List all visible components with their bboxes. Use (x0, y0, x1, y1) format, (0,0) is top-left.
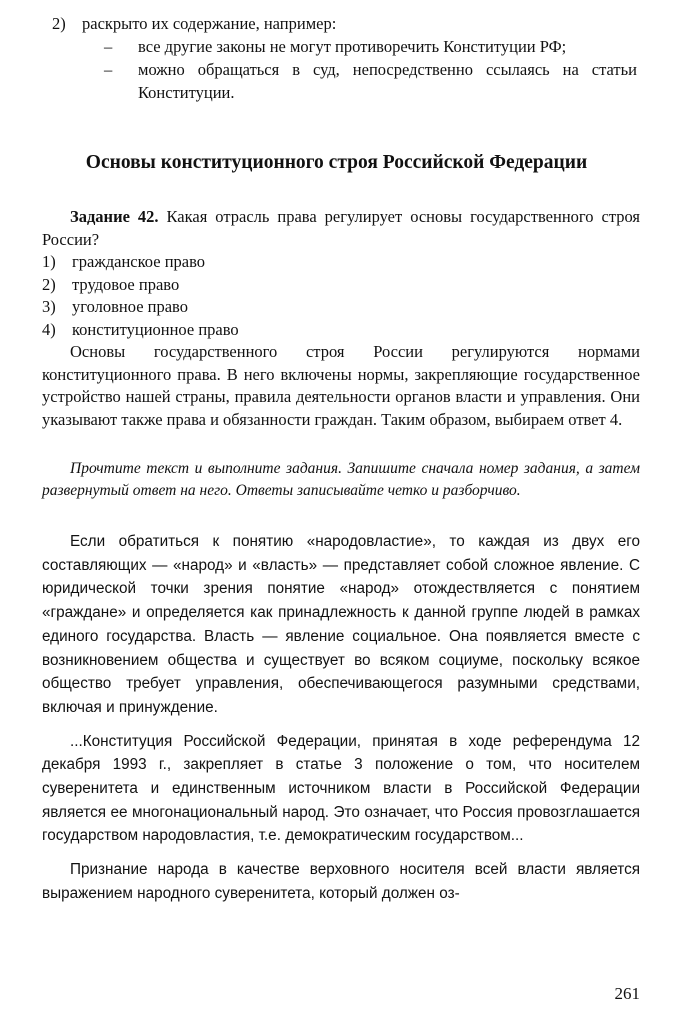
list-item (52, 12, 637, 35)
text-paragraph: Признание народа в качестве верховного носителя всей власти является выражением народного суверенитета, который должен оз- (42, 861, 640, 902)
task-question-text: Какая отрасль права регулирует основы государственного строя России? (42, 207, 641, 249)
text-paragraph: Если обратиться к понятию «народовластие», то каждая из двух его составляющих — «народ» и «власть» — представляет собой сложное явление. С юридической точки зрения понятие «народ» отождествляется с понятием «граждане» и определяется как принадлежность к данной группе людей в рамках единого государства. Власть — явление социальное. Она появляется вместе с возникновением общества и существует во всяком социуме, поскольку всякое общество требует управления, обеспечивающегося разумными средствами, включая и принуждение. (42, 533, 640, 716)
option-text: уголовное право (72, 297, 188, 316)
reading-instruction: Прочтите текст и выполните задания. Запишите сначала номер задания, а затем развернутый ответ на него. Ответы записывайте четко и разборчиво. (42, 460, 640, 499)
task-42 (42, 206, 640, 431)
list-item-number: 2) (52, 14, 66, 33)
task-options (42, 251, 640, 341)
task-option (42, 319, 640, 342)
task-explanation: Основы государственного строя России регулируются нормами конституционного права. В него включены нормы, закрепляющие государственное устройство нашей страны, правила деятельности органов власти и управления. Они указывают также права и обязанности граждан. Таким образом, выбираем ответ 4. (42, 342, 640, 429)
list-subitem (52, 35, 637, 58)
dash-marker: – (104, 37, 113, 56)
text-paragraph: ...Конституция Российской Федерации, принятая в ходе референдума 12 декабря 1993 г., закрепляет в статье 3 положение о том, что носителем суверенитета и единственным источником власти в Российской Федерации является ее многонациональный народ. Это означает, что Россия провозглашается государством народовластия, т.е. демократическим государством... (42, 732, 640, 845)
page-number: 261 (614, 984, 640, 1003)
source-text (42, 530, 640, 916)
task-option (42, 251, 640, 274)
section-title: Основы конституционного строя Российской Федерации (85, 152, 588, 173)
option-number: 2) (42, 274, 56, 294)
option-text: трудовое право (72, 274, 180, 294)
task-option (42, 296, 640, 319)
option-text: гражданское право (72, 252, 206, 271)
task-label: Задание 42. (70, 207, 159, 226)
list-item-text: раскрыто их содержание, например: (82, 14, 337, 33)
list-subitem-text: можно обращаться в суд, непосредственно ссылаясь на статьи Конституции. (138, 60, 637, 102)
option-number: 4) (42, 319, 56, 339)
option-text: конституционное право (72, 319, 239, 339)
option-number: 3) (42, 297, 56, 316)
answer-list-continuation (52, 12, 637, 104)
dash-marker: – (104, 60, 113, 79)
list-subitem (52, 58, 637, 104)
task-option (42, 274, 640, 297)
task-question (42, 206, 640, 251)
option-number: 1) (42, 252, 56, 271)
list-subitem-text: все другие законы не могут противоречить Конституции РФ; (138, 37, 567, 56)
